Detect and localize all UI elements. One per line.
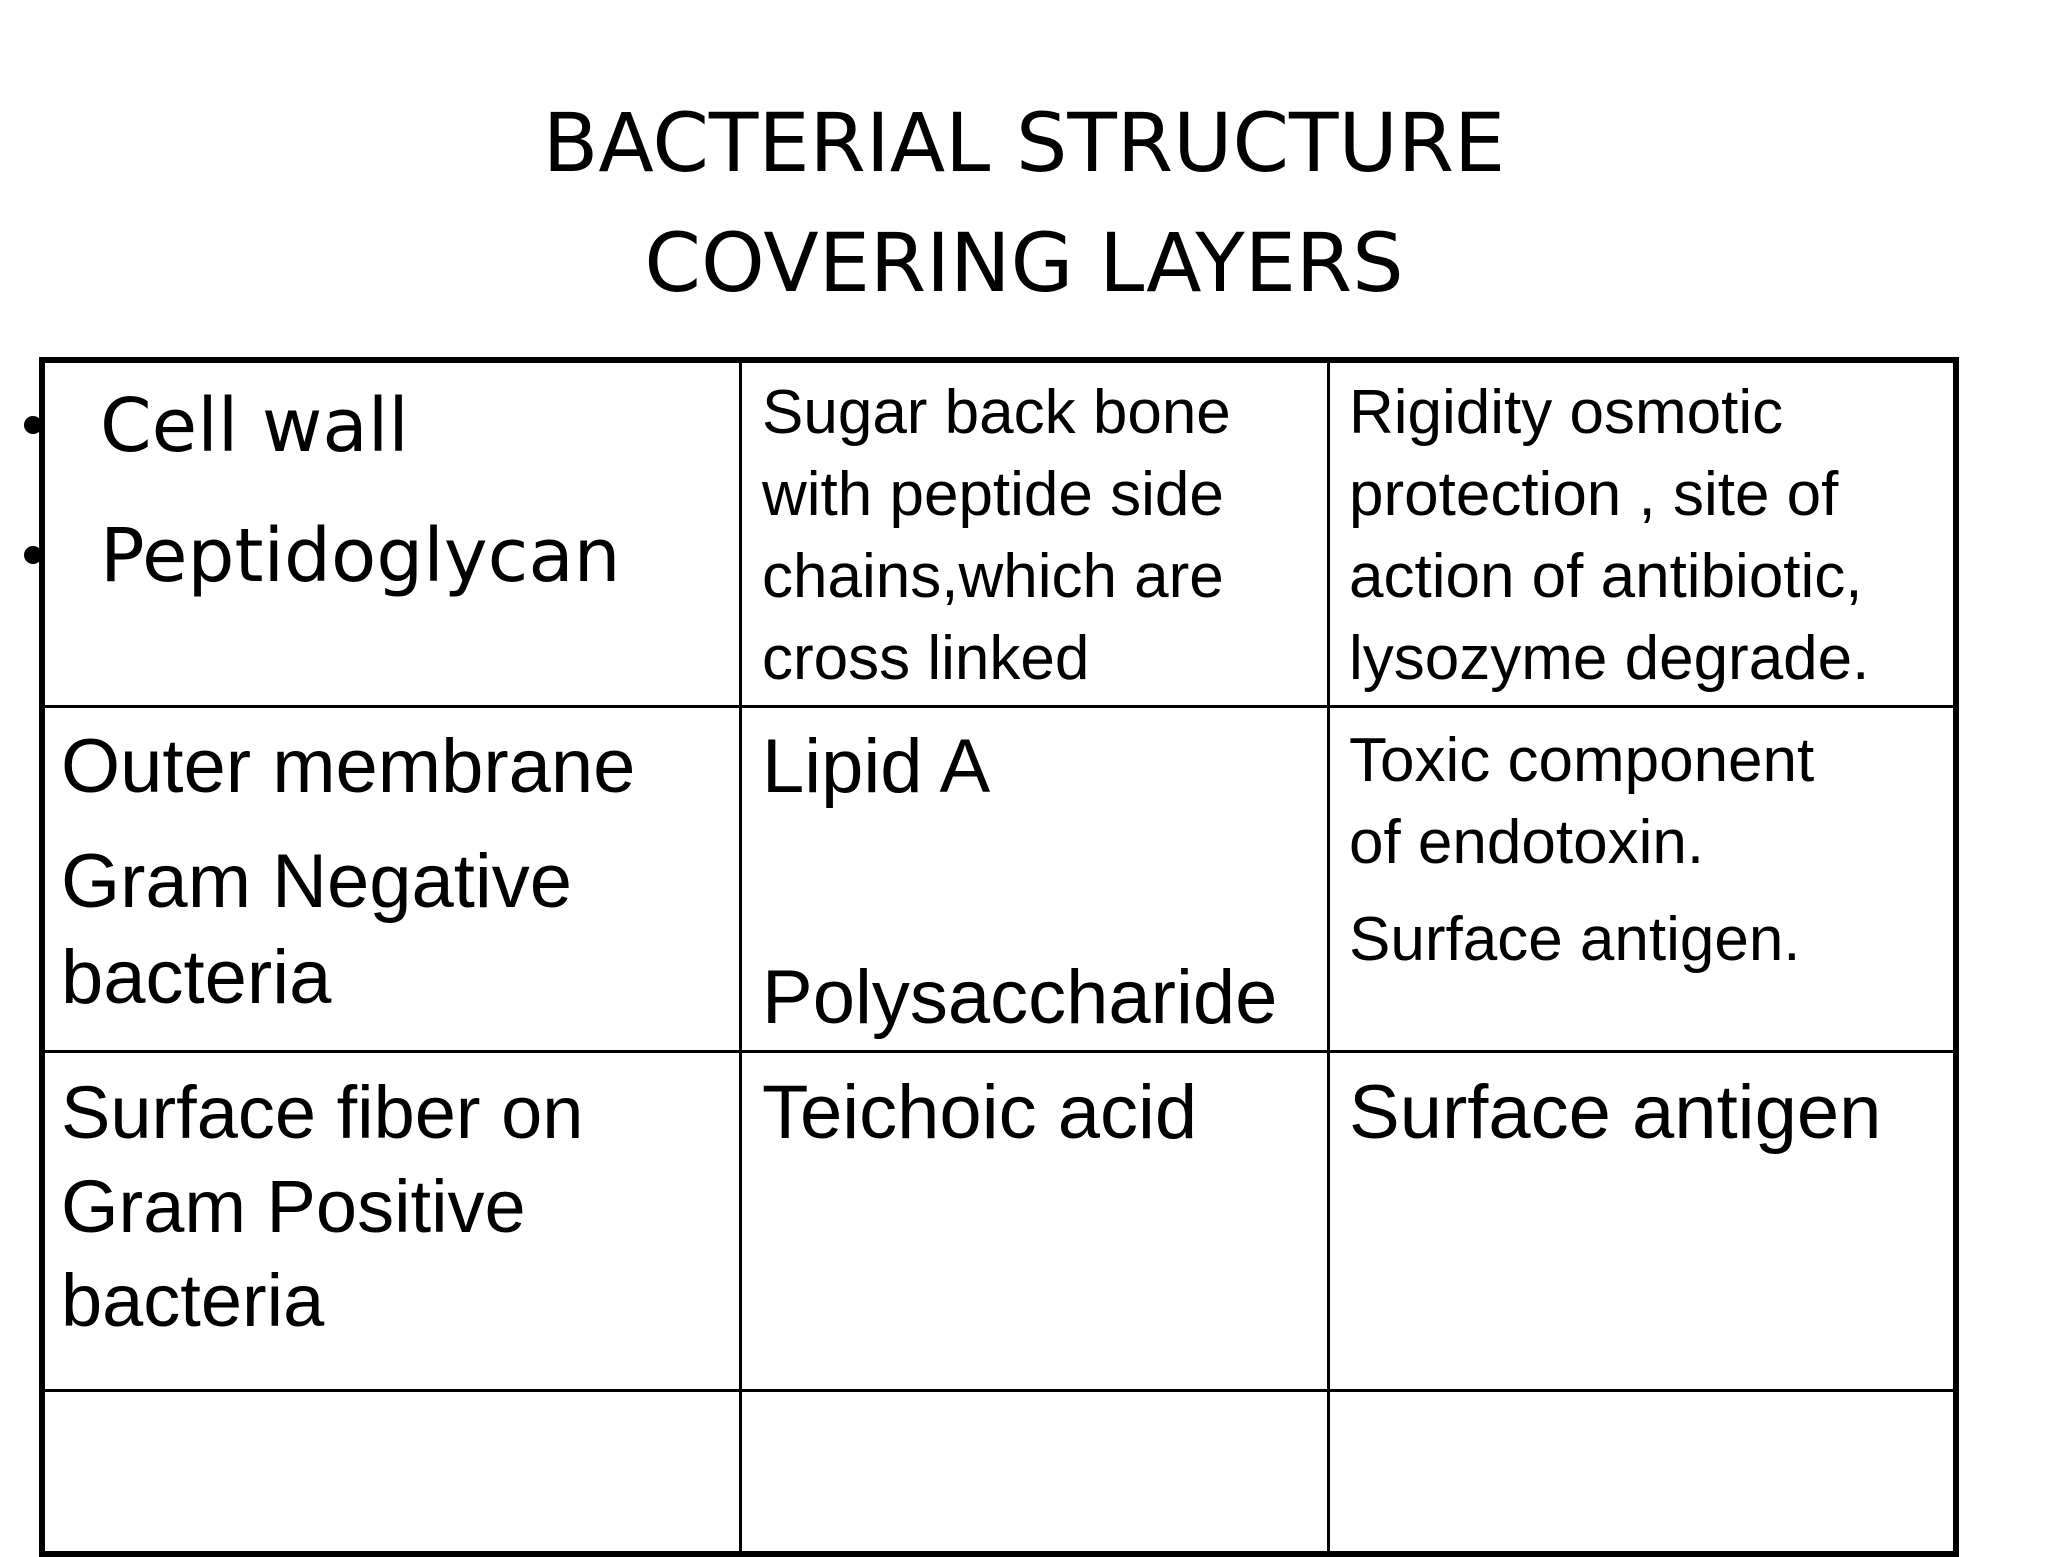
column-divider-2: [1327, 357, 1330, 1557]
cell-row3-function: Surface antigen: [1349, 1070, 1882, 1155]
row-divider-2: [39, 1050, 1959, 1053]
cell-row2-function-a: Toxic component of endotoxin.: [1349, 726, 1815, 877]
cell-row1-structure: Sugar back bone with peptide side chains,which are cross linked: [762, 378, 1231, 693]
row-divider-1: [39, 705, 1959, 708]
bullet-text: Cell wall: [100, 383, 409, 469]
cell-row2-function-b: Surface antigen.: [1349, 905, 1801, 974]
cell-row4-empty-3: [1330, 1392, 1953, 1536]
column-divider-1: [739, 357, 742, 1557]
bullet-item: [24, 378, 621, 508]
bullet-dot-icon: [24, 416, 42, 434]
bullet-dot-icon: [24, 546, 42, 564]
bullet-text: Peptidoglycan: [100, 513, 621, 599]
cell-row3-component: Teichoic acid: [762, 1070, 1198, 1155]
cell-row2-layer-title: Outer membrane: [61, 724, 636, 809]
slide-title: [0, 84, 2048, 324]
cell-row1-function: Rigidity osmotic protection , site of action of antibiotic, lysozyme degrade.: [1349, 378, 1870, 693]
cell-wall-bullet-list: [24, 378, 621, 638]
cell-row2-component-a: Lipid A: [762, 724, 991, 809]
cell-row4-empty-1: [45, 1392, 739, 1536]
bullet-item: [24, 508, 621, 638]
title-line-2: COVERING LAYERS: [644, 217, 1404, 311]
cell-row2-component-b: Polysaccharide: [762, 955, 1278, 1040]
cell-row3-layer: Surface fiber on Gram Positive bacteria: [61, 1071, 584, 1342]
cell-row4-empty-2: [742, 1392, 1327, 1536]
title-line-1: BACTERIAL STRUCTURE: [542, 97, 1506, 191]
cell-row2-layer-subtitle: Gram Negative bacteria: [61, 839, 573, 1020]
